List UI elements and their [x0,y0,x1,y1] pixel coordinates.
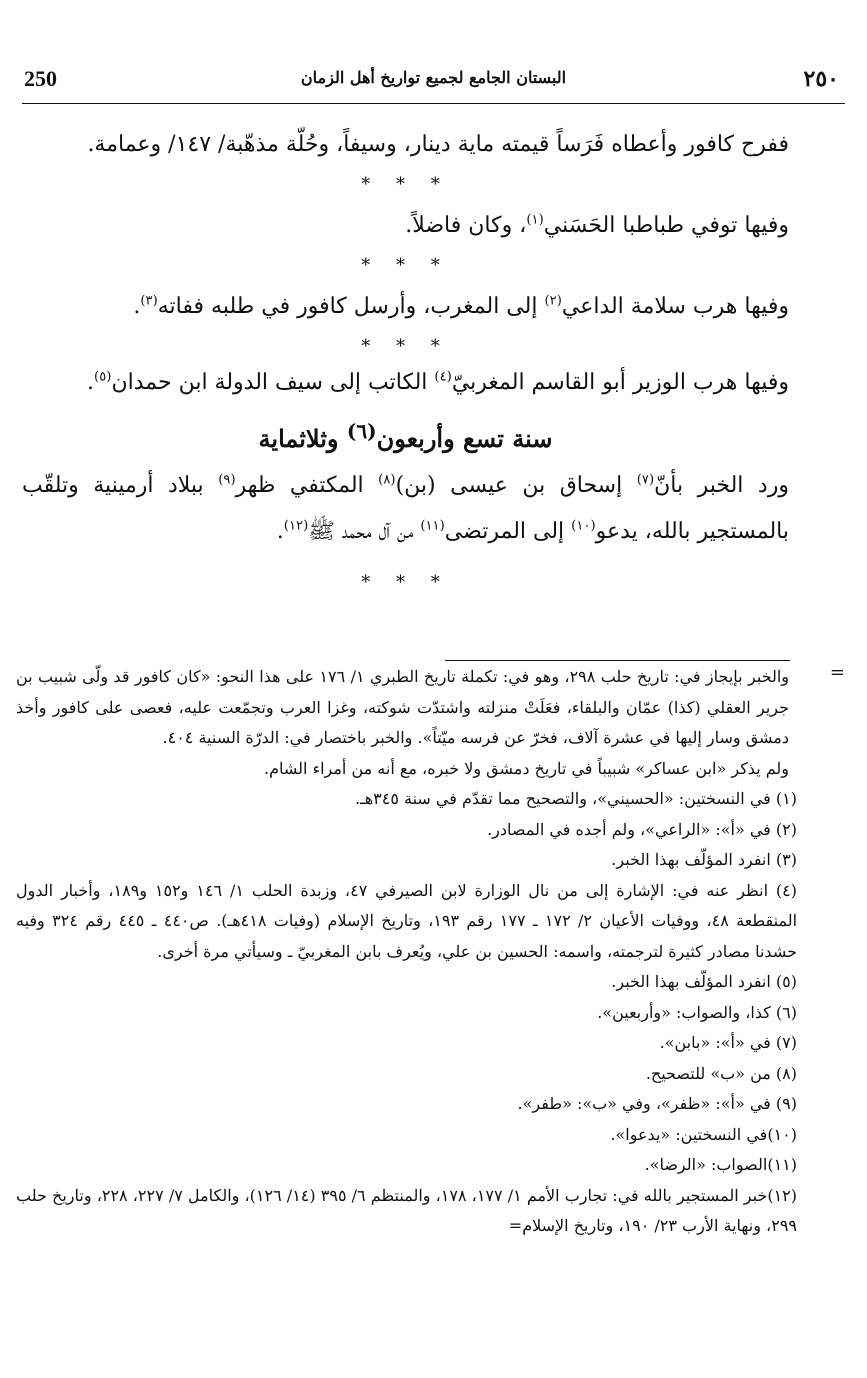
footnote-2: (٢) في «أ»: «الراعي»، ولم أجده في المصادر. [487,819,797,839]
footnote-6: (٦) كذا، والصواب: «وأربعين». [597,1002,797,1022]
footnote-ref: (٩) [218,472,236,488]
footnote-ref: (١٢) [283,518,309,534]
paragraph-mustajir: ورد الخبر بأنّ$^{(٧)}$ إسحاق بن عيسى (بن)$^{(٨)}$ المكتفي ظهر$^{(٩)}$ ببلاد أرمينية وتلقّب بالمستجير بالله، يدعو$^{(١٠)}$ إلى المرتضى$^{(١١)}$ من آل محمد ﷺ$^{(١٢)}$. [22,472,789,544]
footnote-4: (٤) انظر عنه في: الإشارة إلى من نال الوزارة لابن الصيرفي ٤٧، وزبدة الحلب ١/ ١٤٦ و١٥٢ و١٨٩، وأخبار الدول المنقطعة ٤٨، ووفيات الأعيان ٢/ ١٧٢ ـ ١٧٧ رقم ١٩٣، وتاريخ الإسلام (وفيات ٤١٨هـ). ص٤٤٠ ـ ٤٤٥ رقم ٣٢٤ وفيه حشدنا مصادر كثيرة لترجمته، واسمه: الحسين بن علي، ويُعرف بابن المغربيّ ـ وسيأتي مرة أخرى. [16,880,798,961]
footnote-ref: (٣) [140,293,158,309]
paragraph-kafur: ففرح كافور وأعطاه فَرَساً قيمته ماية دينار، وسيفاً، وحُلّة مذهّبة/ ١٤٧/ وعمامة. [87,132,789,157]
footnote-1: (١) في النسختين: «الحسيني»، والتصحيح مما تقدّم في سنة ٣٤٥هـ. [354,789,797,808]
section-separator: * * * [361,572,450,593]
footnote-7: (٧) في «أ»: «بابن». [659,1033,797,1052]
footnote-continuation: والخبر بإيجاز في: تاريخ حلب ٢٩٨، وهو في: تكملة تاريخ الطبري ١/ ١٧٦ على هذا النحو: «كان كافور قد ولّى شبيب بن جرير العقلي (كذا) عمّان والبلقاء، فعَلَتْ منزلته واشتدّت شوكته، وغزا العرب وتجمّعت عليه، فعصى على كافور وأخذ دمشق وسار إليها في عشرة آلاف، فخرّ عن فرسه ميّتاً». والخبر باختصار في: الدرّة السنية ٤٠٤. [16,667,790,747]
footnote-ref: (١٠) [571,518,596,534]
footnote-ref: (٥) [94,369,112,385]
section-separator: * * * [361,174,450,195]
main-text [22,118,789,597]
section-separator: * * * [361,255,450,276]
footnote-ref: (١١) [420,518,445,534]
continuation-mark: = [829,662,845,683]
year-heading: سنة تسع وأربعون$^{(٦)}$ وثلاثماية [258,419,553,453]
running-title: البستان الجامع لجميع تواريخ أهل الزمان [300,68,567,87]
footnote-continuation: ولم يذكر «ابن عساكر» شبيباً في تاريخ دمشق ولا خبره، مع أنه من أمراء الشام. [264,758,789,778]
footnote-ref: (٢) [544,293,562,309]
page-number-latin: 250 [24,66,57,91]
footnote-3: (٣) انفرد المؤلّف بهذا الخبر. [611,850,797,869]
footnote-10: (١٠)في النسختين: «يدعوا». [610,1124,797,1144]
paragraph-tabataba: وفيها توفي طباطبا الحَسَني$^{(١)}$، وكان فاضلاً. [405,212,789,238]
header-rule [22,103,845,104]
footnotes [16,662,845,1242]
page-number-arabic: ٢٥٠ [803,66,839,92]
footnote-rule [445,660,790,661]
footnote-9: (٩) في «أ»: «ظفر»، وفي «ب»: «طفر». [517,1094,797,1113]
footnote-ref: (٤) [434,369,452,385]
section-separator: * * * [361,336,450,357]
footnote-ref: (٧) [636,472,655,488]
page-header [18,66,849,96]
paragraph-maghribi: وفيها هرب الوزير أبو القاسم المغربيّ$^{(٤)}$ الكاتب إلى سيف الدولة ابن حمدان$^{(٥)}$. [87,369,789,395]
footnote-8: (٨) من «ب» للتصحيح. [645,1063,797,1083]
footnote-ref: (٨) [378,472,396,488]
footnote-11: (١١)الصواب: «الرضا». [644,1155,797,1174]
footnote-ref: (٦) [346,419,377,443]
footnote-ref: (١) [526,212,544,228]
paragraph-salama: وفيها هرب سلامة الداعي$^{(٢)}$ إلى المغرب، وأرسل كافور في طلبه ففاته$^{(٣)}$. [133,293,789,319]
footnote-5: (٥) انفرد المؤلّف بهذا الخبر. [611,972,797,991]
footnote-12: (١٢)خبر المستجير بالله في: تجارب الأمم ١/ ١٧٧، ١٧٨، والمنتظم ٦/ ٣٩٥ (١٤/ ١٢٦)، والكامل ٧/ ٢٢٧، ٢٢٨، وتاريخ حلب ٢٩٩، ونهاية الأرب ٢٣/ ١٩٠، وتاريخ الإسلام= [16,1185,797,1235]
